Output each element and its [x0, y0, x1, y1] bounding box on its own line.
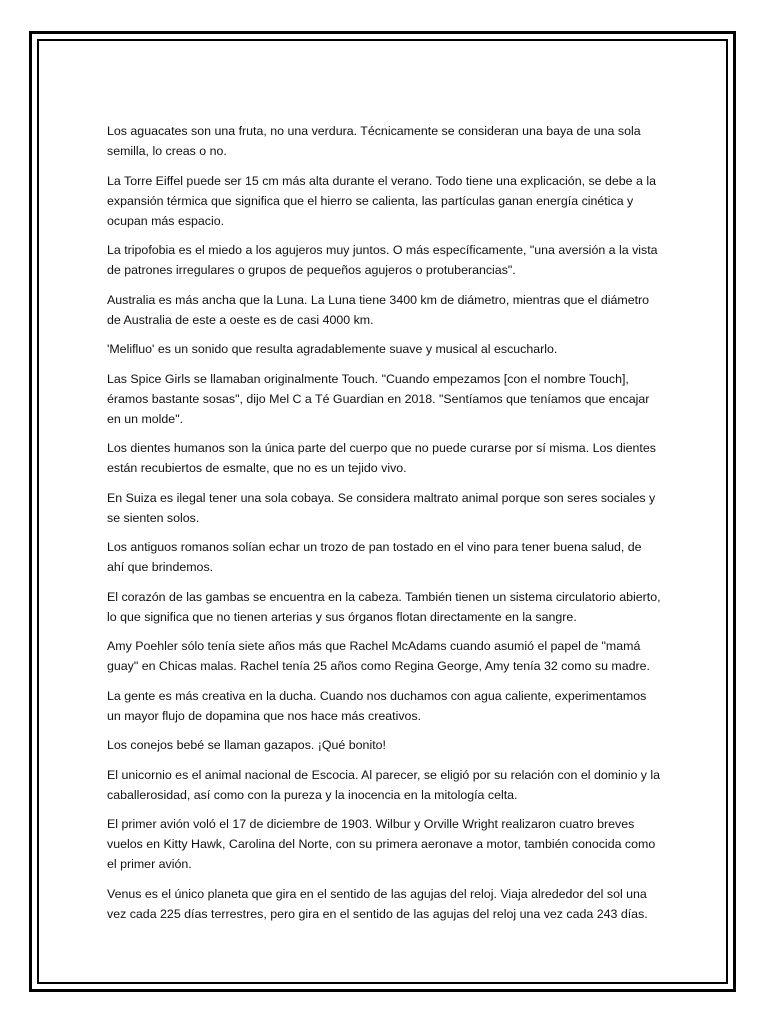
- paragraph-avocado: Los aguacates son una fruta, no una verdura. Técnicamente se consideran una baya de una sola semilla, lo creas o no.: [107, 124, 641, 158]
- paragraph-spice-girls: Las Spice Girls se llamaban originalmente Touch. "Cuando empezamos [con el nombre Touch], éramos bastante sosas", dijo Mel C a Té Guardian en 2018. "Sentíamos que teníamos que encajar en un molde".: [107, 371, 650, 426]
- paragraph-australia: Australia es más ancha que la Luna. La Luna tiene 3400 km de diámetro, mientras que el diámetro de Australia de este a oeste es de casi 4000 km.: [107, 292, 650, 327]
- paragraph-unicorn: El unicornio es el animal nacional de Escocia. Al parecer, se eligió por su relación con el dominio y la caballerosidad, así como con la pureza y la inocencia en la mitología celta.: [107, 767, 661, 802]
- paragraph-amy-poehler: Amy Poehler sólo tenía siete años más que Rachel McAdams cuando asumió el papel de "mamá guay" en Chicas malas. Rachel tenía 25 años como Regina George, Amy tenía 32 como su madre.: [107, 639, 650, 673]
- paragraph-rabbits: Los conejos bebé se llaman gazapos. ¡Qué bonito!: [107, 738, 386, 752]
- document-body: [107, 121, 661, 933]
- paragraph-shrimp: El corazón de las gambas se encuentra en la cabeza. También tienen un sistema circulatorio abierto, lo que significa que no tienen arterias y sus órganos flotan directamente en la sangre.: [107, 589, 661, 624]
- paragraph-teeth: Los dientes humanos son la única parte del cuerpo que no puede curarse por sí misma. Los dientes están recubiertos de esmalte, que no es un tejido vivo.: [107, 441, 656, 475]
- paragraph-switzerland: En Suiza es ilegal tener una sola cobaya. Se considera maltrato animal porque son seres sociales y se sienten solos.: [107, 490, 656, 525]
- paragraph-shower: La gente es más creativa en la ducha. Cuando nos duchamos con agua caliente, experimentamos un mayor flujo de dopamina que nos hace más creativos.: [107, 688, 647, 723]
- paragraph-trypophobia: La tripofobia es el miedo a los agujeros muy juntos. O más específicamente, "una aversión a la vista de patrones irregulares o grupos de pequeños agujeros o protuberancias".: [107, 243, 658, 277]
- paragraph-first-airplane: El primer avión voló el 17 de diciembre de 1903. Wilbur y Orville Wright realizaron cuatro breves vuelos en Kitty Hawk, Carolina del Norte, con su primera aeronave a motor, también conocida como el primer avión.: [107, 817, 656, 871]
- paragraph-venus: Venus es el único planeta que gira en el sentido de las agujas del reloj. Viaja alrededor del sol una vez cada 225 días terrestres, pero gira en el sentido de las agujas del reloj una vez cada 243 días.: [107, 886, 648, 921]
- paragraph-romans: Los antiguos romanos solían echar un trozo de pan tostado en el vino para tener buena salud, de ahí que brindemos.: [107, 540, 642, 574]
- paragraph-melifluo: 'Melifluo' es un sonido que resulta agradablemente suave y musical al escucharlo.: [107, 342, 558, 356]
- paragraph-eiffel-tower: La Torre Eiffel puede ser 15 cm más alta durante el verano. Todo tiene una explicación, se debe a la expansión térmica que significa que el hierro se calienta, las partículas ganan energía cinética y ocupan más espacio.: [107, 173, 656, 228]
